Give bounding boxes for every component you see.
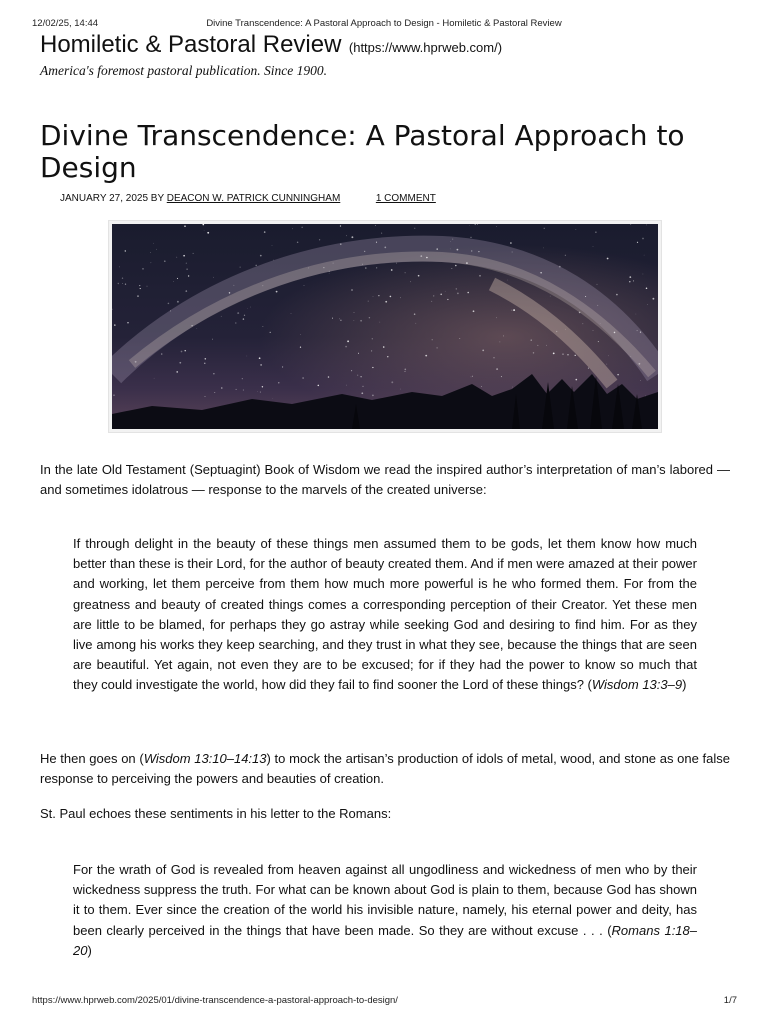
quote-close: ) <box>682 677 687 693</box>
post-date: JANUARY 27, 2025 BY <box>60 193 164 204</box>
print-header <box>0 18 768 30</box>
quote-close: ) <box>87 942 92 958</box>
paragraph-text: He then goes on ( <box>40 751 144 766</box>
quote-text: If through delight in the beauty of these things men assumed them to be gods, let them know how much better than these is their Lord, for the author of beauty created them. And if men were amazed at their power and working, let them perceive from them how much more powerful is he who formed them. For from the greatness and beauty of created things comes a corresponding perception of their Creator. Yet these men are little to be blamed, for perhaps they go astray while seeking God and desiring to find him. For as they live among his works they keep searching, and they trust in what they see, because the things that are seen are beautiful. Yet again, not even they are to be excused; for if they had the power to know so much that they could investigate the world, how did they fail to find sooner the Lord of these things? ( <box>73 536 697 693</box>
site-tagline: America's foremost pastoral publication. Since 1900. <box>40 63 327 78</box>
site-header <box>40 31 502 59</box>
quote-text: For the wrath of God is revealed from heaven against all ungodliness and wickedness of men who by their wickedness suppress the truth. For what can be known about God is plain to them, because God has shown it to them. Ever since the creation of the world his invisible nature, namely, his eternal power and deity, has been clearly perceived in the things that have been made. So they are without excuse . . . ( <box>73 862 697 938</box>
comments-link[interactable]: 1 COMMENT <box>375 193 436 204</box>
paragraph-citation: Wisdom 13:10–14:13 <box>143 751 267 766</box>
paragraph-text: ) to mock the artisan’s production of idols of metal, wood, and stone as one false response to perceiving the powers and beauties of creation. <box>40 751 730 786</box>
site-url: (https://www.hprweb.com/) <box>348 40 503 55</box>
paragraph-paul: St. Paul echoes these sentiments in his letter to the Romans: <box>40 806 392 821</box>
print-timestamp: 12/02/25, 14:44 <box>32 18 99 29</box>
quote-citation: Romans 1:18–20 <box>73 922 697 958</box>
blockquote-romans <box>73 860 697 961</box>
page-number: 1/7 <box>723 995 737 1006</box>
print-footer-url: https://www.hprweb.com/2025/01/divine-transcendence-a-pastoral-approach-to-design/ <box>32 995 398 1006</box>
milky-way-image <box>112 224 658 429</box>
blockquote-wisdom <box>73 534 697 696</box>
hero-image <box>108 220 662 433</box>
author-link[interactable]: DEACON W. PATRICK CUNNINGHAM <box>166 193 341 204</box>
quote-citation: Wisdom 13:3–9 <box>591 677 683 693</box>
print-page-title: Divine Transcendence: A Pastoral Approach to Design - Homiletic & Pastoral Review <box>206 18 562 29</box>
intro-paragraph: In the late Old Testament (Septuagint) Book of Wisdom we read the inspired author’s interpretation of man’s labored — and sometimes idolatrous — response to the marvels of the created universe: <box>40 462 730 497</box>
site-name-link[interactable]: Homiletic & Pastoral Review <box>40 31 342 58</box>
paragraph-idols <box>40 749 730 789</box>
article-meta <box>60 193 436 204</box>
article-title: Divine Transcendence: A Pastoral Approach to Design <box>40 119 685 184</box>
